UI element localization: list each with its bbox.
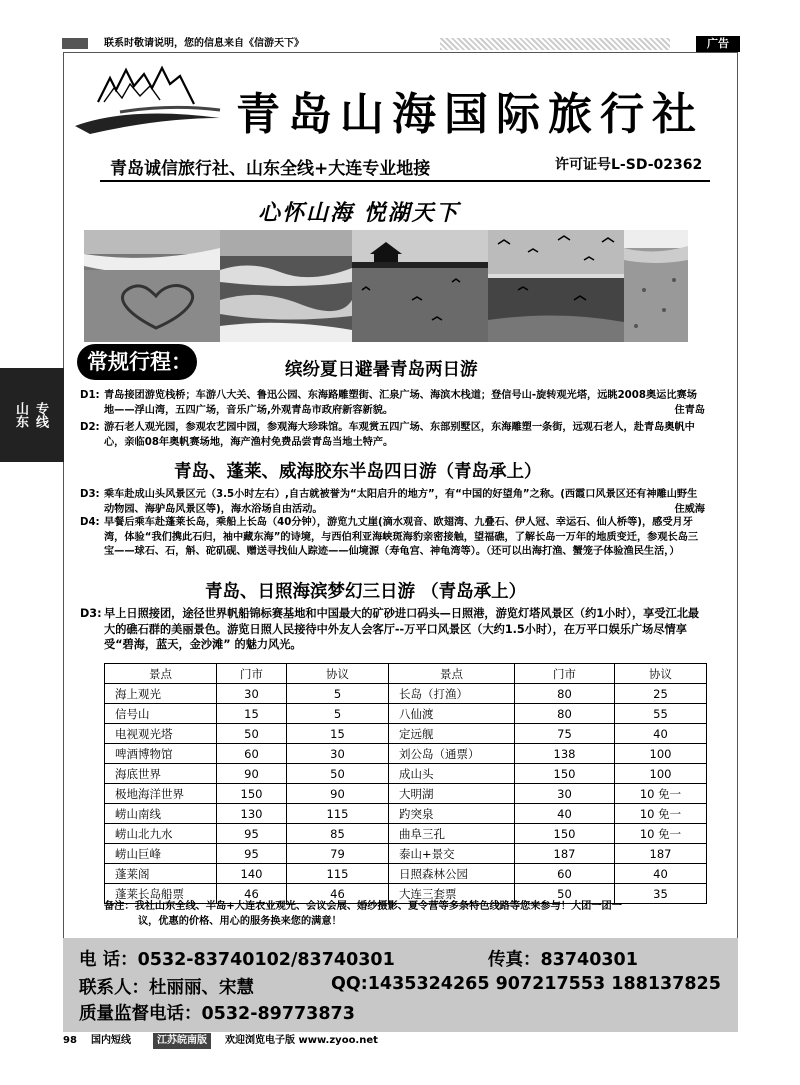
table-cell: 刘公岛（通票） <box>389 744 515 764</box>
table-cell: 25 <box>615 684 707 704</box>
table-cell: 蓬莱长岛船票 <box>105 884 217 904</box>
itinerary-day <box>80 516 705 560</box>
table-cell: 30 <box>515 784 615 804</box>
publication-logo-icon <box>62 38 88 49</box>
header-pattern <box>440 38 670 50</box>
table-cell: 50 <box>515 884 615 904</box>
column-header: 门市 <box>217 664 287 684</box>
remark-label: 备注： <box>104 901 135 912</box>
column-header: 景点 <box>389 664 515 684</box>
table-cell: 长岛（打渔） <box>389 684 515 704</box>
overnight-stay: 住青岛 <box>674 404 705 416</box>
photo-strip <box>84 230 688 342</box>
table-cell: 95 <box>217 824 287 844</box>
table-cell: 海上观光 <box>105 684 217 704</box>
day-text: 青岛接团游览栈桥；车游八大关、鲁迅公园、东海路雕塑街、汇泉广场、海滨木栈道；登信号山-旋转观光塔，远眺2008奥运比赛场地——浮山湾，五四广场，音乐广场,外观青岛市政府新容新貌。 <box>104 390 697 416</box>
table-cell: 100 <box>615 744 707 764</box>
table-cell: 趵突泉 <box>389 804 515 824</box>
ad-tag: 广告 <box>696 36 740 52</box>
fax: 传真：83740301 <box>488 950 638 970</box>
table-cell: 80 <box>515 704 615 724</box>
table-cell: 八仙渡 <box>389 704 515 724</box>
slogan: 心怀山海 悦湖天下 <box>258 201 460 226</box>
itinerary-day <box>80 421 705 450</box>
table-cell: 46 <box>287 884 389 904</box>
table-cell: 115 <box>287 804 389 824</box>
table-row <box>105 684 707 704</box>
table-cell: 崂山北九水 <box>105 824 217 844</box>
itinerary-day <box>80 606 705 653</box>
table-cell: 海底世界 <box>105 764 217 784</box>
table-cell: 10 免一 <box>615 824 707 844</box>
table-cell: 50 <box>217 724 287 744</box>
table-cell: 138 <box>515 744 615 764</box>
edition-label: 江苏皖南版 <box>153 1033 211 1049</box>
column-header: 门市 <box>515 664 615 684</box>
price-table <box>104 663 707 904</box>
table-cell: 187 <box>515 844 615 864</box>
column-header: 协议 <box>287 664 389 684</box>
phone: 电 话：0532-83740102/83740301 <box>79 950 395 970</box>
contact-panel <box>63 938 738 1032</box>
table-cell: 90 <box>287 784 389 804</box>
table-cell: 85 <box>287 824 389 844</box>
table-cell: 60 <box>217 744 287 764</box>
table-cell: 15 <box>217 704 287 724</box>
day-label: D1: <box>80 390 100 401</box>
side-tab-label-2: 专线 <box>33 402 48 428</box>
table-row <box>105 704 707 724</box>
table-cell: 5 <box>287 684 389 704</box>
table-cell: 100 <box>615 764 707 784</box>
page-number: 98 <box>63 1035 77 1046</box>
table-row <box>105 824 707 844</box>
table-cell: 50 <box>287 764 389 784</box>
day-text: 乘车赴成山头风景区元（3.5小时左右）,自古就被誉为“太阳启升的地方”，有“中国的好望角”之称。(西霞口风景区还有神雕山野生动物园、海驴岛风景区等)，海水浴场自由活动。 <box>104 489 698 515</box>
section-name: 国内短线 <box>91 1035 131 1046</box>
table-cell: 60 <box>515 864 615 884</box>
table-cell: 187 <box>615 844 707 864</box>
side-tab[interactable] <box>0 368 64 462</box>
table-cell: 95 <box>217 844 287 864</box>
table-cell: 大连三套票 <box>389 884 515 904</box>
license-number: 许可证号L-SD-02362 <box>555 157 703 173</box>
company-subtitle: 青岛诚信旅行社、山东全线+大连专业地接 <box>110 159 431 179</box>
table-header-row <box>105 664 707 684</box>
supervision-phone: 质量监督电话：0532-89773873 <box>79 1004 355 1024</box>
table-cell: 定远舰 <box>389 724 515 744</box>
itinerary-day <box>80 488 705 517</box>
itinerary-day <box>80 389 705 418</box>
day-label: D3: <box>80 489 100 500</box>
remark <box>104 900 714 929</box>
table-cell: 啤酒博物馆 <box>105 744 217 764</box>
table-cell: 日照森林公园 <box>389 864 515 884</box>
overnight-stay: 住威海 <box>674 503 705 515</box>
seagulls-sunset-photo <box>488 230 624 342</box>
side-tab-label-1: 山东 <box>13 402 28 428</box>
qq-numbers: QQ:1435324265 907217553 188137825 <box>331 974 721 994</box>
table-cell: 10 免一 <box>615 804 707 824</box>
day-text: 早上日照接团，途径世界帆船锦标赛基地和中国最大的矿砂进口码头—日照港，游览灯塔风景区（约1小时），享受江北最大的礁石群的美丽景色。游览日照人民接待中外友人会客厅--万平口风景区（大约1.5小时），在万平口娱乐广场尽情享受“碧海，蓝天，金沙滩” 的魅力风光。 <box>104 607 700 651</box>
table-row <box>105 764 707 784</box>
table-row <box>105 724 707 744</box>
day-text: 早餐后乘车赴蓬莱长岛，乘船上长岛（40分钟），游览九丈崖(滴水观音、欧翅湾、九叠石、伊人冠、幸运石、仙人桥等)，感受月牙湾，体验“我们携此石归，袖中藏东海”的诗境，与西伯利亚海峡斑海豹亲密接触，望福礁，了解长岛一万年的地质变迁，参观长岛三宝——球石、石，斛、砣矶砚、赠送寻找仙人踪迹——仙境源（寿龟宫、神龟湾等）。（还可以出海打渔、蟹笼子体验渔民生活，） <box>104 517 699 557</box>
shore-pebbles-photo <box>624 230 688 342</box>
table-cell: 40 <box>615 724 707 744</box>
table-cell: 信号山 <box>105 704 217 724</box>
beach-heart-photo <box>84 230 220 342</box>
top-bar <box>60 36 740 52</box>
table-row <box>105 744 707 764</box>
table-cell: 115 <box>287 864 389 884</box>
waves-photo <box>220 230 352 342</box>
table-cell: 30 <box>217 684 287 704</box>
website-link[interactable]: 欢迎浏览电子版 www.zyoo.net <box>225 1035 378 1046</box>
table-cell: 大明湖 <box>389 784 515 804</box>
divider <box>100 180 710 182</box>
pier-pavilion-photo <box>352 230 488 342</box>
table-row <box>105 804 707 824</box>
table-cell: 5 <box>287 704 389 724</box>
day-label: D4: <box>80 517 100 528</box>
tour-title: 青岛、蓬莱、威海胶东半岛四日游（青岛承上） <box>174 462 542 482</box>
mountain-logo-icon <box>70 60 230 140</box>
table-cell: 15 <box>287 724 389 744</box>
table-cell: 140 <box>217 864 287 884</box>
table-cell: 55 <box>615 704 707 724</box>
price-table-wrap <box>104 663 707 904</box>
table-cell: 崂山巨峰 <box>105 844 217 864</box>
day-text: 游石老人观光园，参观农艺园中园，参观海大珍珠馆。车观赏五四广场、东部别墅区，东海雕塑一条街，远观石老人，赴青岛奥帆中心，亲临08年奥帆赛场地，海产渔村免费品尝青岛当地土特产。 <box>104 422 695 448</box>
table-cell: 40 <box>515 804 615 824</box>
table-cell: 130 <box>217 804 287 824</box>
table-row <box>105 844 707 864</box>
table-cell: 10 免一 <box>615 784 707 804</box>
table-cell: 极地海洋世界 <box>105 784 217 804</box>
tour-title: 青岛、日照海滨梦幻三日游 （青岛承上） <box>205 582 527 602</box>
table-row <box>105 864 707 884</box>
table-cell: 30 <box>287 744 389 764</box>
table-cell: 90 <box>217 764 287 784</box>
column-header: 协议 <box>615 664 707 684</box>
source-note: 联系时敬请说明，您的信息来自《信游天下》 <box>104 38 304 49</box>
table-cell: 泰山+景交 <box>389 844 515 864</box>
tour-title: 缤纷夏日避暑青岛两日游 <box>285 360 478 380</box>
table-cell: 150 <box>515 764 615 784</box>
remark-line-1: 我社山东全线、半岛+大连农业观光、会议会展、婚纱摄影、夏令营等多条特色线路等您来参与！大团一团一 <box>134 901 622 912</box>
table-cell: 79 <box>287 844 389 864</box>
table-cell: 75 <box>515 724 615 744</box>
table-cell: 46 <box>217 884 287 904</box>
remark-line-2: 议，优惠的价格、用心的服务换来您的满意！ <box>138 915 342 927</box>
table-cell: 150 <box>217 784 287 804</box>
table-cell: 崂山南线 <box>105 804 217 824</box>
table-cell: 蓬莱阁 <box>105 864 217 884</box>
column-header: 景点 <box>105 664 217 684</box>
day-label: D3: <box>80 607 102 620</box>
company-name: 青岛山海国际旅行社 <box>236 89 704 140</box>
table-row <box>105 784 707 804</box>
table-cell: 80 <box>515 684 615 704</box>
table-cell: 成山头 <box>389 764 515 784</box>
table-cell: 150 <box>515 824 615 844</box>
table-cell: 曲阜三孔 <box>389 824 515 844</box>
routine-itinerary-badge: 常规行程： <box>77 344 197 380</box>
table-cell: 电视观光塔 <box>105 724 217 744</box>
table-cell: 40 <box>615 864 707 884</box>
contact-people: 联系人：杜丽丽、宋慧 <box>79 978 254 998</box>
table-cell: 35 <box>615 884 707 904</box>
day-label: D2: <box>80 422 100 433</box>
